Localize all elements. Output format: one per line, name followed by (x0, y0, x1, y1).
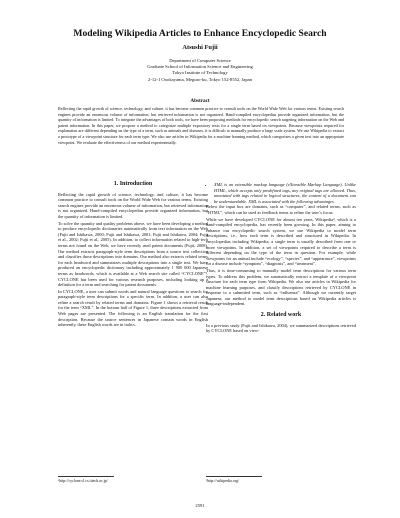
body-paragraph: To solve the quantity and quality problems above, we have been developing a method to produce encyclopedic dictionaries automatically from text information on the Web (Fujii and Ishikawa, 2000; Fujii and Ishikawa, 2001; Fujii and Ishikawa, 2004; Fujii et al., 2002; Fujii et al., 2005). In addition, to collect information related to high-tech terms not found on the Web, we have recently used patent documents (Fujii, 2008). Our method extracts paragraph-style term descriptions from a source text collection and classifies those descriptions into domains. Our method also extracts related terms for each headword and summarizes multiple descriptions into a single text. We have produced an encyclopedic dictionary including approximately 1 900 000 Japanese terms as headwords, which is available at a Web search site called “CYCLONE”¹. CYCLONE has been used for various research purposes, including looking up a definition for a term and searching for patent documents. (58, 220, 208, 288)
body-paragraph: In a previous study (Fujii and Ishikawa, 2004), we summarized descriptions retrieved by CYCLONE based on view- (206, 322, 356, 334)
right-column (206, 182, 356, 334)
footnote-right (206, 471, 356, 484)
page-number: 2591 (195, 503, 205, 508)
section-heading-related-work: 2. Related work (260, 312, 302, 319)
left-column (58, 182, 208, 328)
author-name: Atsushi Fujii (182, 44, 218, 51)
affiliation-line: Department of Computer Science (169, 58, 231, 63)
affiliation-line: 2-12-1 Oookayama, Meguro-ku, Tokyo 152-8552, Japan (148, 76, 252, 82)
abstract-heading: Abstract (190, 98, 210, 104)
translation-item: • XML is an extensible markup language (eXtensible Markup Language). Unlike HTML, which accepts only predefined tags, any original tags are allowed. Thus, annotated with tags related to logical structures, the content of a document can be understandable. XML is associated with the following advantages. (214, 182, 356, 204)
footnote-divider (58, 476, 114, 477)
footnote-left (58, 471, 208, 484)
affiliation-line: Tokyo Institute of Technology (172, 70, 228, 76)
body-paragraph: Below the input box are domains, such as “computer”, and related terms, such as “HTML”, which can be used as feedback terms to refine the user’s focus. (206, 204, 356, 215)
abstract-text: Reflecting the rapid growth of science, technology, and culture, it has become common practice to consult tools on the World Wide Web for various terms. Existing search engines provide an enormous volume of information, but retrieved information is not organized. Hand-compiled encyclopedias provide organized information, but the quantity of information is limited. To integrate the advantages of both tools, we have been proposing methods for encyclopedic search targeting information on the Web and patent information. In this paper, we propose a method to categorize multiple expository texts for a single term based on viewpoints. Because viewpoints required for explanation are different depending on the type of a term, such as animals and diseases, it is difficult to manually produce a large scale system. We use Wikipedia to extract a prototype of a viewpoint structure for each term type. We also use articles in Wikipedia for a machine learning method, which categorizes a given text into an appropriate viewpoint. We evaluate the effectiveness of our method experimentally. (58, 106, 344, 145)
body-paragraph: Reflecting the rapid growth of science, technology, and culture, it has become common practice to consult tools on the World Wide Web for various terms. Existing search engines provide an enormous volume of information, but retrieved information is not organized. Hand-compiled encyclopedias provide organized information, but the quantity of information is limited. (58, 191, 208, 219)
affiliation-line: Graduate School of Information Science and Engineering (147, 64, 253, 70)
body-paragraph: In CYCLONE, a user can submit words and natural language questions to search for paragraph-style term descriptions for a specific term. In addition, a user can also refine a search result by related terms and domains. Figure 1 shows a retrieval result for the term “XML”. In the bottom half of Figure 1, three descriptions extracted from Web pages are presented. The following is an English translation for the first description. Because the source sentences in Japanese contain words in English inherently, these English words are in italics. (58, 288, 208, 328)
paper-title: Modeling Wikipedia Articles to Enhance Encyclopedic Search (73, 28, 327, 39)
footnote-text: ¹http://cyclone.cl.cs.titech.ac.jp/ (58, 479, 108, 483)
affiliation-block (0, 58, 400, 83)
footnote-text: ²http://wikipedia.org/ (206, 479, 239, 483)
section-heading-introduction: 1. Introduction (113, 181, 153, 187)
body-paragraph: Thus, it is time-consuming to manually model term descriptions for various term types. To address this problem, we automatically extract a template of a viewpoint structure for each term type from Wikipedia. We also use articles in Wikipedia for machine learning purposes, and classify descriptions retrieved by CYCLONE in response to a submitted term, such as “influenza”. Although we currently target Japanese, our method to model term descriptions based on Wikipedia articles is language-independent. (206, 267, 356, 307)
translation-list (206, 182, 356, 204)
footnote-divider (206, 476, 262, 477)
body-paragraph: While we have developed CYCLONE for almost ten years, Wikipedia², which is a hand-compiled encyclopedia, has recently been growing. In this paper, aiming to enhance our encyclopedic search system, we use Wikipedia to model term descriptions, i.e., how each term is described and structured in Wikipedia. In encyclopedias including Wikipedia, a single term is usually described from one or more viewpoints. In addition, a set of viewpoints required to describe a term is different depending on the type of the term in question. For example, while viewpoints for an animal include “ecology”, “species”, and “appearance”, viewpoints for a disease include “symptom”, “diagnosis”, and “treatment”. (206, 216, 356, 267)
